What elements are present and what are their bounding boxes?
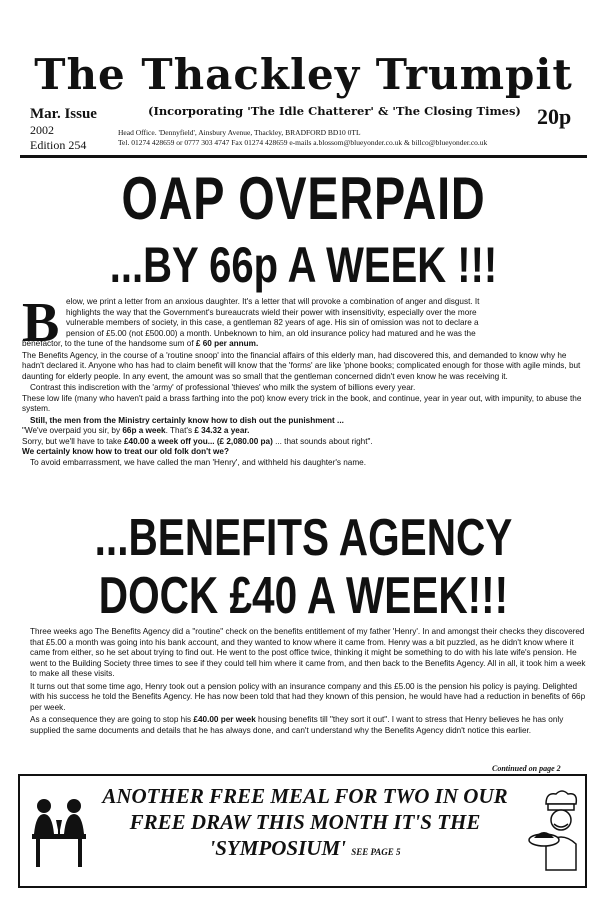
promo-line-3: 'SYMPOSIUM' SEE PAGE 5 [209, 836, 401, 860]
drop-cap: B [22, 292, 60, 354]
incorporating-line: (Incorporating 'The Idle Chatterer' & 'The Closing Times) [148, 104, 521, 118]
quote-deduction: Sorry, but we'll have to take £40.00 a week off you... (£ 2,080.00 pa) ... that sounds about right". [22, 436, 373, 446]
price: 20p [537, 104, 572, 129]
subheadline-66p: ...BY 66p A WEEK !!! [109, 237, 498, 293]
intro-line: vulnerable members of society, in this case, a gentleman 82 years of age. His sin of omission was not to declare a [66, 318, 479, 327]
edition-number: Edition 254 [30, 138, 87, 152]
issue-label: Mar. Issue [30, 106, 97, 122]
paragraph-pension-policy: It turns out that some time ago, Henry took out a pension policy with an insurance company and this £5.00 is the pension his policy is paying. Delighted with his success he told the Benefits Agency. He has now been told that had they known of this pension, he would have had a reduction in benefits of 66p per week. [30, 681, 586, 712]
paragraph-benefits-agency: The Benefits Agency, in the course of a 'routine snoop' into the financial affairs of this elderly man, had discovered this, and demanded to know why he hadn't declared it. Anyone who has had to claim benefit will know that the 'forms' are like 'phone books; complicated enough for those with agile minds, but daunting for elderly people. In any event, the amount was so small that the gentleman concerned didn't even know he was receiving it. [22, 350, 581, 381]
paragraph-punishment: Still, the men from the Ministry certainly know how to dish out the punishment ... [30, 415, 344, 425]
paragraph-henry-name: To avoid embarrassment, we have called the man 'Henry', and withheld his daughter's name. [30, 457, 367, 467]
story1-intro-lines [66, 297, 588, 339]
see-page-note: SEE PAGE 5 [351, 847, 401, 857]
office-contacts: Tel. 01274 428659 or 0777 303 4747 Fax 01274 428659 e-mails a.blossom@blueyonder.co.uk & billco@blueyonder.co.uk [118, 138, 488, 147]
story2-body [22, 627, 588, 736]
intro-line: highlights the way that the Government's bureaucrats wield their power with insensitivity, especially over the more [66, 307, 477, 317]
chef-icon [528, 790, 586, 872]
issue-year: 2002 [30, 123, 54, 137]
paragraph-old-folk: We certainly know how to treat our old folk don't we? [22, 447, 229, 456]
intro-line: pension of £5.00 (not £500.00) a month. Unbeknown to him, an old insurance policy had matured and he was the [66, 328, 476, 338]
headline-oap-overpaid: OAP OVERPAID [121, 165, 486, 232]
paragraph-contrast: Contrast this indiscretion with the 'army' of professional 'thieves' who milk the system of billions every year. [30, 383, 416, 392]
paragraph-routine-check: Three weeks ago The Benefits Agency did a "routine" check on the benefits entitlement of my father 'Henry'. In and amongst their checks they discovered that £5.00 a month was going into his bank account, and they wanted to know where it came from. Henry was a bit puzzled, as he didn't know where it came from either, so he set about trying to find out. He went to the post office twice, thinking it might be something to do with his late wife's pension. He went to the Building Society three times to see if they could tell him where it came from, and then back to the Benefits Agency. All in all, it took him a week to make all these visits. [30, 627, 586, 678]
quote-overpaid: "We've overpaid you sir, by 66p a week. That's £ 34.32 a year. [22, 426, 250, 435]
continued-note: Continued on page 2 [492, 764, 561, 773]
headline-benefits-agency: ...BENEFITS AGENCY [94, 509, 513, 567]
intro-last-line: benefactor, to the tune of the handsome sum of £ 60 per annum. [22, 339, 259, 348]
office-address: Head Office. 'Dennyfield', Ainsbury Avenue, Thackley, BRADFORD BD10 0TL [118, 128, 361, 137]
promo-line-2: FREE DRAW THIS MONTH IT'S THE [129, 810, 481, 834]
masthead-divider [20, 155, 587, 158]
story1-body [22, 339, 588, 468]
headline-dock-40: DOCK £40 A WEEK!!! [98, 567, 509, 625]
intro-line: elow, we print a letter from an anxious daughter. It's a letter that will provoke a combination of anger and disgust. It [66, 297, 480, 306]
paragraph-housing-benefit: As a consequence they are going to stop his £40.00 per week housing benefits till "they sort it out". I want to stress that Henry believes he has only supplied the same documents and details that he has always done, and can't understand why the Benefits Agency didn't notice this earlier. [30, 715, 564, 735]
diners-icon [28, 790, 90, 870]
paragraph-low-life: These low life (many who haven't paid a brass farthing into the pot) know every trick in the book, and continue, year in year out, with impunity, to abuse the system. [22, 393, 582, 413]
masthead-title: The Thackley Trumpit [34, 50, 573, 99]
promo-line-1: ANOTHER FREE MEAL FOR TWO IN OUR [102, 784, 508, 808]
